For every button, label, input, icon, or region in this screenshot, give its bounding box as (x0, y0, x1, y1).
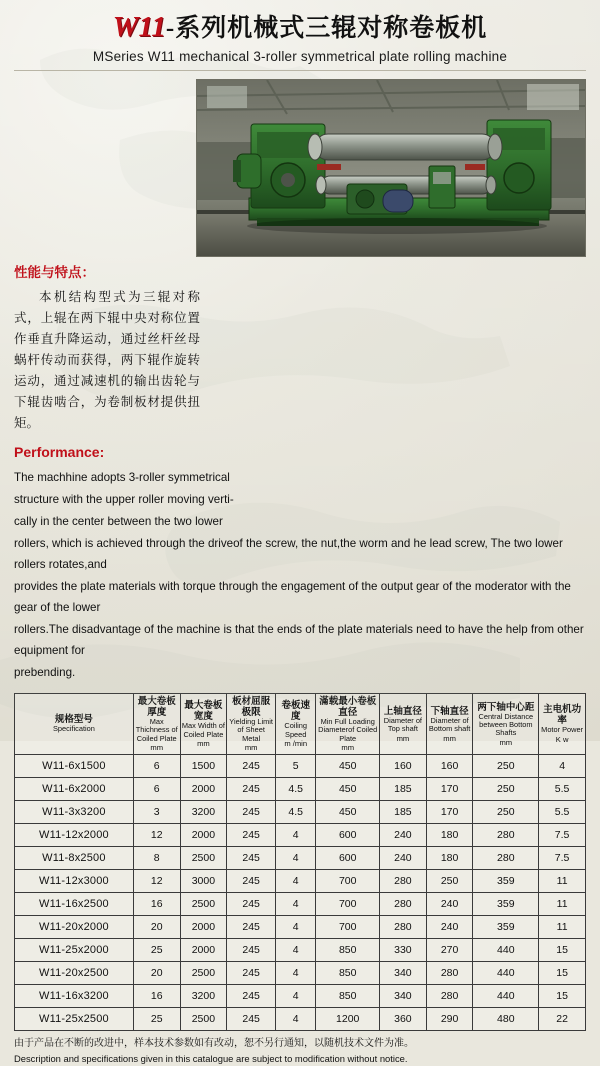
col-unit: mm (197, 739, 210, 749)
col-cn: 板材屈服极限 (232, 696, 271, 718)
table-row (15, 801, 586, 824)
footer-note (0, 1031, 600, 1066)
cell-width: 2500 (180, 847, 227, 870)
page-title-rest: -系列机械式三辊对称卷板机 (165, 15, 488, 42)
col-cn: 主电机功率 (543, 704, 582, 727)
col-unit: mm (341, 743, 355, 753)
table-col-header (426, 694, 473, 755)
cell-bottom-shaft: 170 (426, 778, 473, 801)
cell-width: 1500 (180, 755, 227, 778)
cell-model: W11-3x3200 (15, 801, 134, 824)
col-cn: 滿载最小卷板直径 (319, 696, 377, 718)
cell-model: W11-12x2000 (15, 824, 134, 847)
cell-model: W11-16x3200 (15, 985, 134, 1008)
cell-bottom-shaft: 280 (426, 985, 473, 1008)
cell-thickness: 8 (133, 847, 180, 870)
performance-line: rollers.The disadvantage of the machine is that the ends of the plate materials need to have the help from other equipment for (14, 623, 584, 657)
page-title (10, 8, 590, 44)
col-unit: mm (396, 733, 410, 743)
header-divider (14, 70, 586, 71)
cell-speed: 4 (276, 939, 316, 962)
table-row (15, 893, 586, 916)
cell-motor-power: 11 (539, 870, 586, 893)
col-en: Specification (52, 724, 95, 734)
cell-yield: 245 (227, 870, 276, 893)
col-en: Coiling Speed (284, 721, 308, 739)
cell-motor-power: 5.5 (539, 778, 586, 801)
cell-width: 2000 (180, 824, 227, 847)
cell-central-distance: 250 (473, 755, 539, 778)
spec-table-wrap (0, 693, 600, 1031)
table-col-header (180, 694, 227, 755)
col-unit: K w (555, 734, 569, 744)
table-row (15, 939, 586, 962)
cell-central-distance: 480 (473, 1008, 539, 1031)
cell-central-distance: 440 (473, 985, 539, 1008)
col-en: Diameter of Bottom shaft (428, 715, 471, 734)
table-row (15, 916, 586, 939)
cell-yield: 245 (227, 778, 276, 801)
cell-thickness: 20 (133, 916, 180, 939)
col-cn: 下轴直径 (430, 705, 469, 717)
table-row (15, 778, 586, 801)
cell-speed: 4 (276, 870, 316, 893)
cell-top-shaft: 340 (380, 962, 427, 985)
cell-yield: 245 (227, 755, 276, 778)
cell-width: 2000 (180, 939, 227, 962)
performance-line: The machhine adopts 3-roller symmetrical (14, 471, 230, 484)
table-col-header (276, 694, 316, 755)
cell-motor-power: 15 (539, 939, 586, 962)
cell-min-diameter: 700 (316, 916, 380, 939)
cell-model: W11-20x2500 (15, 962, 134, 985)
cell-bottom-shaft: 180 (426, 824, 473, 847)
footer-note-en: Description and specifications given in this catalogue are subject to modification without notice. (14, 1053, 408, 1065)
cell-top-shaft: 240 (380, 847, 427, 870)
cell-motor-power: 15 (539, 985, 586, 1008)
cell-width: 2500 (180, 962, 227, 985)
cell-yield: 245 (227, 916, 276, 939)
cell-top-shaft: 240 (380, 824, 427, 847)
col-unit: m /min (284, 739, 308, 749)
cell-bottom-shaft: 180 (426, 847, 473, 870)
table-col-header (473, 694, 539, 755)
col-unit: mm (150, 743, 164, 753)
cell-thickness: 6 (133, 778, 180, 801)
cell-motor-power: 15 (539, 962, 586, 985)
cell-thickness: 3 (133, 801, 180, 824)
col-unit: mm (499, 737, 513, 747)
cell-motor-power: 11 (539, 893, 586, 916)
cell-yield: 245 (227, 801, 276, 824)
cell-min-diameter: 450 (316, 778, 380, 801)
cell-min-diameter: 850 (316, 985, 380, 1008)
cell-speed: 4.5 (276, 778, 316, 801)
cell-width: 3200 (180, 801, 227, 824)
cell-model: W11-12x3000 (15, 870, 134, 893)
content-area (0, 73, 600, 683)
cell-speed: 5 (276, 755, 316, 778)
features-block (14, 257, 200, 434)
cell-central-distance: 250 (473, 801, 539, 824)
page-header (0, 0, 600, 73)
table-row (15, 985, 586, 1008)
cell-thickness: 25 (133, 939, 180, 962)
cell-top-shaft: 160 (380, 755, 427, 778)
cell-motor-power: 4 (539, 755, 586, 778)
cell-speed: 4 (276, 985, 316, 1008)
table-row (15, 962, 586, 985)
page-title-model: W11 (112, 11, 166, 43)
features-title: 性能与特点： (14, 265, 95, 280)
machine-photo (196, 79, 586, 257)
cell-min-diameter: 700 (316, 870, 380, 893)
cell-motor-power: 7.5 (539, 824, 586, 847)
specification-table (14, 693, 586, 1031)
cell-top-shaft: 280 (380, 893, 427, 916)
cell-min-diameter: 1200 (316, 1008, 380, 1031)
cell-motor-power: 5.5 (539, 801, 586, 824)
cell-width: 3200 (180, 985, 227, 1008)
cell-top-shaft: 185 (380, 801, 427, 824)
cell-min-diameter: 850 (316, 939, 380, 962)
cell-model: W11-20x2000 (15, 916, 134, 939)
cell-bottom-shaft: 160 (426, 755, 473, 778)
cell-model: W11-8x2500 (15, 847, 134, 870)
cell-central-distance: 359 (473, 870, 539, 893)
cell-speed: 4 (276, 962, 316, 985)
table-col-header (380, 694, 427, 755)
col-en: Diameter of Top shaft (383, 715, 422, 734)
cell-min-diameter: 700 (316, 893, 380, 916)
cell-thickness: 6 (133, 755, 180, 778)
cell-thickness: 12 (133, 870, 180, 893)
cell-bottom-shaft: 170 (426, 801, 473, 824)
features-text: 本机结构型式为三辊对称式，上辊在两下辊中央对称位置作垂直升降运动，通过丝杆丝母蜗杆传动而获得，两下辊作旋转运动，通过减速机的输出齿轮与下辊齿啮合，为卷制板材提供扭矩。 (14, 290, 200, 430)
cell-model: W11-6x1500 (15, 755, 134, 778)
page-subtitle: MSeries W11 mechanical 3-roller symmetrical plate rolling machine (92, 49, 508, 64)
cell-speed: 4 (276, 1008, 316, 1031)
col-en: Motor Power (541, 725, 584, 735)
cell-bottom-shaft: 270 (426, 939, 473, 962)
cell-min-diameter: 850 (316, 962, 380, 985)
cell-yield: 245 (227, 847, 276, 870)
cell-yield: 245 (227, 939, 276, 962)
col-unit: mm (443, 733, 456, 743)
performance-title: Performance: (14, 444, 105, 460)
col-en: Yielding Limit of Sheet Metal (229, 717, 273, 743)
cell-yield: 245 (227, 985, 276, 1008)
table-col-header (133, 694, 180, 755)
cell-central-distance: 440 (473, 962, 539, 985)
cell-bottom-shaft: 240 (426, 893, 473, 916)
cell-top-shaft: 330 (380, 939, 427, 962)
performance-text (14, 467, 586, 683)
cell-motor-power: 22 (539, 1008, 586, 1031)
cell-width: 2000 (180, 778, 227, 801)
cell-yield: 245 (227, 1008, 276, 1031)
cell-model: W11-6x2000 (15, 778, 134, 801)
col-en: Central Distance between Bottom Shafts (478, 711, 534, 738)
col-cn: 规格型号 (54, 714, 93, 726)
performance-line: rollers, which is achieved through the driveof the screw, the nut,the worm and he lead screw, The two lower rollers rotates,and (14, 537, 563, 571)
cell-central-distance: 359 (473, 916, 539, 939)
col-cn: 最大卷板厚度 (137, 696, 176, 718)
table-col-header (539, 694, 586, 755)
cell-speed: 4 (276, 824, 316, 847)
cell-central-distance: 250 (473, 778, 539, 801)
cell-motor-power: 11 (539, 916, 586, 939)
cell-width: 2000 (180, 916, 227, 939)
table-col-header (316, 694, 380, 755)
footer-note-cn: 由于产品在不断的改进中，样本技术参数如有改动，恕不另行通知，以随机技术文件为准。 (14, 1038, 414, 1050)
cell-top-shaft: 280 (380, 916, 427, 939)
cell-model: W11-25x2500 (15, 1008, 134, 1031)
col-en: Max Width of Coiled Plate (181, 721, 225, 739)
cell-top-shaft: 280 (380, 870, 427, 893)
cell-central-distance: 440 (473, 939, 539, 962)
table-col-header (227, 694, 276, 755)
table-row (15, 755, 586, 778)
cell-central-distance: 280 (473, 824, 539, 847)
cell-motor-power: 7.5 (539, 847, 586, 870)
table-row (15, 824, 586, 847)
cell-speed: 4 (276, 916, 316, 939)
cell-min-diameter: 600 (316, 847, 380, 870)
cell-yield: 245 (227, 893, 276, 916)
cell-central-distance: 359 (473, 893, 539, 916)
cell-thickness: 25 (133, 1008, 180, 1031)
cell-min-diameter: 450 (316, 755, 380, 778)
col-cn: 上轴直径 (383, 705, 422, 717)
cell-yield: 245 (227, 824, 276, 847)
cell-speed: 4 (276, 847, 316, 870)
cell-min-diameter: 450 (316, 801, 380, 824)
cell-yield: 245 (227, 962, 276, 985)
col-cn: 两下轴中心距 (477, 701, 535, 713)
table-col-header (15, 694, 134, 755)
cell-width: 2500 (180, 1008, 227, 1031)
cell-model: W11-16x2500 (15, 893, 134, 916)
cell-top-shaft: 185 (380, 778, 427, 801)
table-row (15, 870, 586, 893)
performance-line: structure with the upper roller moving verti- (14, 493, 234, 506)
table-header-row (15, 694, 586, 755)
performance-line: provides the plate materials with torque through the engagement of the output gear of the moderator with the gear of the lower (14, 580, 571, 614)
table-row (15, 1008, 586, 1031)
machine-photo-illustration (197, 80, 586, 257)
col-cn: 最大卷板宽度 (184, 700, 223, 723)
cell-min-diameter: 600 (316, 824, 380, 847)
cell-bottom-shaft: 240 (426, 916, 473, 939)
cell-top-shaft: 360 (380, 1008, 427, 1031)
performance-line: cally in the center between the two lower (14, 515, 223, 528)
cell-thickness: 16 (133, 893, 180, 916)
col-cn: 卷板速度 (281, 700, 310, 723)
cell-bottom-shaft: 290 (426, 1008, 473, 1031)
cell-speed: 4.5 (276, 801, 316, 824)
performance-line: prebending. (14, 666, 76, 679)
cell-central-distance: 280 (473, 847, 539, 870)
cell-width: 3000 (180, 870, 227, 893)
cell-thickness: 12 (133, 824, 180, 847)
cell-width: 2500 (180, 893, 227, 916)
col-en: Min Full Loading Diameterof Coiled Plate (318, 717, 378, 743)
col-en: Max Thichness of Coiled Plate (135, 717, 178, 743)
cell-model: W11-25x2000 (15, 939, 134, 962)
table-row (15, 847, 586, 870)
cell-bottom-shaft: 280 (426, 962, 473, 985)
cell-speed: 4 (276, 893, 316, 916)
cell-thickness: 16 (133, 985, 180, 1008)
table-body (15, 755, 586, 1031)
cell-top-shaft: 340 (380, 985, 427, 1008)
col-unit: mm (244, 743, 258, 753)
cell-thickness: 20 (133, 962, 180, 985)
cell-bottom-shaft: 250 (426, 870, 473, 893)
